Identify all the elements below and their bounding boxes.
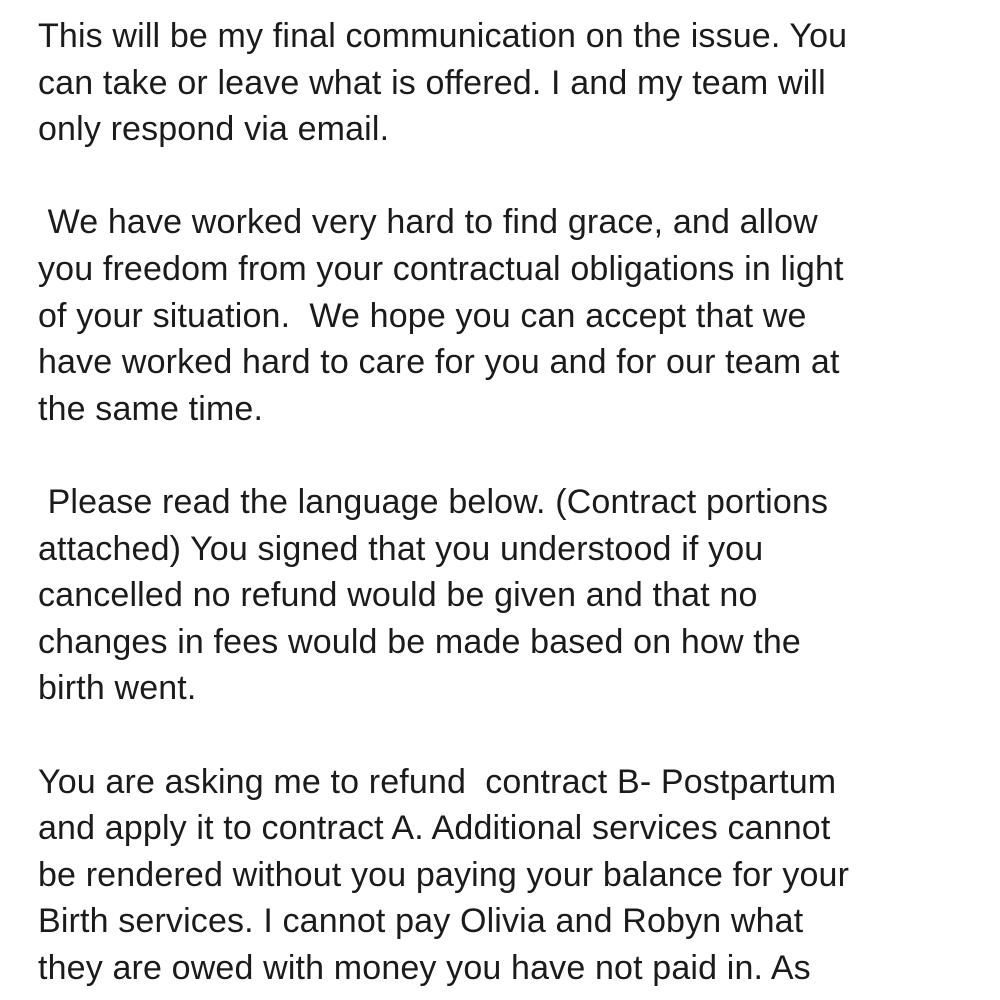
paragraph	[38, 13, 978, 153]
text-line: have worked hard to care for you and for our team at	[38, 343, 840, 382]
text-line: cancelled no refund would be given and that no	[38, 576, 758, 615]
message-body	[38, 13, 978, 991]
text-line: You are asking me to refund contract B- Postpartum	[38, 762, 837, 801]
text-line: birth went.	[38, 669, 197, 708]
text-line: We have worked very hard to find grace, and allow	[38, 203, 818, 242]
paragraph-gap	[38, 432, 978, 479]
text-line: the same time.	[38, 389, 264, 428]
text-line: can take or leave what is offered. I and my team will	[38, 63, 826, 102]
text-line: changes in fees would be made based on how the	[38, 622, 801, 661]
text-line: be rendered without you paying your balance for your	[38, 855, 850, 894]
text-line: This will be my final communication on the issue. You	[38, 17, 848, 55]
paragraph	[38, 199, 978, 432]
text-line: you freedom from your contractual obligations in light	[38, 249, 844, 288]
text-line: and apply it to contract A. Additional services cannot	[38, 809, 831, 848]
paragraph-gap	[38, 712, 978, 759]
paragraph	[38, 759, 978, 992]
text-line: of your situation. We hope you can accept that we	[38, 296, 807, 335]
paragraph-gap	[38, 153, 978, 200]
text-line: Birth services. I cannot pay Olivia and Robyn what	[38, 902, 804, 941]
text-line: only respond via email.	[38, 110, 390, 149]
text-line: they are owed with money you have not paid in. As	[38, 948, 811, 987]
text-line: Please read the language below. (Contract portions	[38, 482, 829, 521]
text-line: attached) You signed that you understood if you	[38, 529, 764, 568]
paragraph	[38, 479, 978, 712]
